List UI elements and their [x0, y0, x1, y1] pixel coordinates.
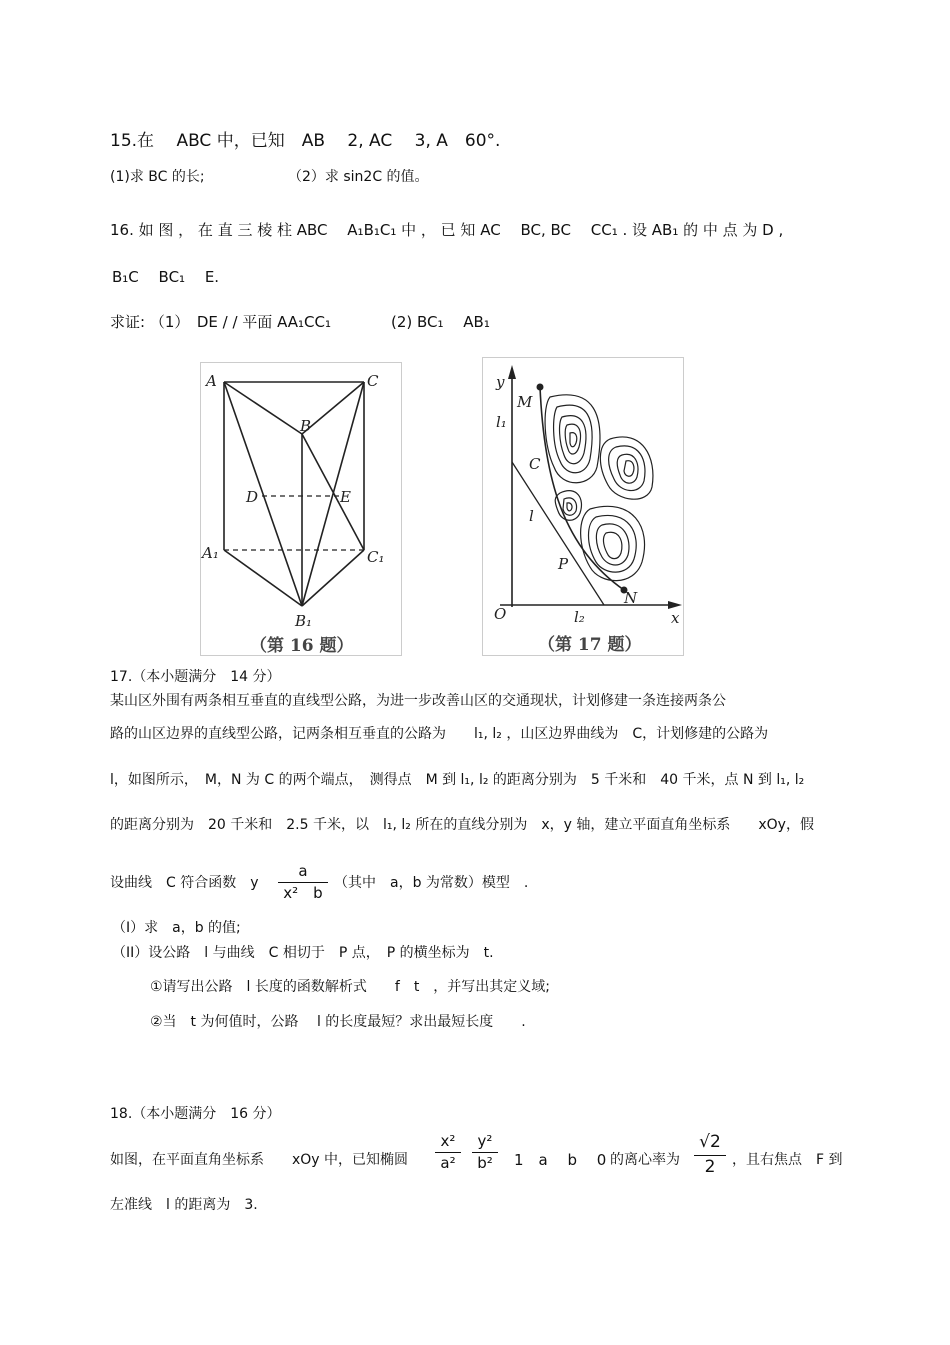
label-l1: l₁	[496, 413, 507, 431]
q18-f2-den: b²	[477, 1154, 493, 1173]
q17-frac-den: x² b	[283, 884, 323, 903]
prism-diagram	[200, 362, 402, 656]
q18-p1b: 1 a b 0	[514, 1151, 607, 1169]
q15-line1: 15.在 ABC 中，已知 AB 2, AC 3, A 60°.	[110, 131, 501, 151]
q18-p1a: 如图，在平面直角坐标系 xOy 中，已知椭圆	[110, 1152, 409, 1168]
label-C: C	[529, 455, 541, 473]
q17-part-ii-1: ①请写出公路 l 长度的函数解析式 f t ，并写出其定义域;	[150, 979, 551, 995]
label-l: l	[529, 507, 534, 525]
q18-frac-eccentricity	[694, 1133, 726, 1177]
label-x: x	[671, 609, 680, 627]
label-N: N	[624, 589, 638, 607]
label-M: M	[517, 393, 533, 411]
label-D: D	[246, 488, 259, 506]
contour-map-diagram	[482, 357, 684, 656]
q17-p1: 某山区外围有两条相互垂直的直线型公路，为进一步改善山区的交通现状，计划修建一条连接两条公	[110, 693, 726, 709]
q16-proof: 求证: （1） DE / / 平面 AA₁CC₁ (2) BC₁ AB₁	[110, 313, 490, 331]
q18-f2-num: y²	[477, 1132, 493, 1150]
q16-line1: 16. 如 图 ， 在 直 三 棱 柱 ABC A₁B₁C₁ 中 ， 已 知 AC BC, BC CC₁ . 设 AB₁ 的 中 点 为 D ,	[110, 221, 784, 239]
label-y: y	[496, 373, 505, 391]
q17-part-ii-2: ②当 t 为何值时，公路 l 的长度最短？求出最短长度 .	[150, 1014, 526, 1030]
label-l2: l₂	[574, 608, 585, 626]
label-P: P	[558, 555, 569, 573]
q17-fraction	[278, 863, 328, 903]
label-A1: A₁	[202, 544, 219, 562]
label-C: C	[367, 372, 379, 390]
q18-f3-num: √2	[699, 1132, 721, 1152]
q18-p2: 左准线 l 的距离为 3.	[110, 1197, 258, 1213]
q17-part-i: （I）求 a，b 的值;	[112, 920, 241, 936]
label-A: A	[206, 372, 217, 390]
q18-frac-x	[435, 1133, 461, 1173]
q17-part-ii: （II）设公路 l 与曲线 C 相切于 P 点， P 的横坐标为 t.	[112, 945, 494, 961]
q17-p4: 的距离分别为 20 千米和 2.5 千米，以 l₁, l₂ 所在的直线分别为 x，y 轴，建立平面直角坐标系 xOy，假	[110, 817, 814, 833]
q18-f3-den: 2	[704, 1156, 716, 1177]
label-O: O	[494, 605, 507, 623]
q18-p1d: ，且右焦点 F 到	[732, 1152, 843, 1168]
label-B: B	[300, 417, 312, 435]
figure-17	[482, 357, 684, 656]
q17-frac-num: a	[298, 862, 308, 880]
q18-f1-num: x²	[440, 1132, 456, 1150]
fig17-caption: （第 17 题）	[538, 635, 642, 655]
q15-part1: (1)求 BC 的长;	[110, 169, 205, 185]
q18-header: 18.（本小题满分 16 分）	[110, 1106, 281, 1122]
q17-p3: l，如图所示， M，N 为 C 的两个端点， 测得点 M 到 l₁, l₂ 的距离分别为 5 千米和 40 千米，点 N 到 l₁, l₂	[110, 772, 805, 788]
q18-frac-y	[472, 1133, 498, 1173]
figure-16	[200, 362, 402, 656]
q16-line2: B₁C BC₁ E.	[112, 268, 220, 286]
q17-p2: 路的山区边界的直线型公路，记两条相互垂直的公路为 l₁, l₂ ，山区边界曲线为 C，计划修建的公路为	[110, 726, 769, 742]
q17-p5b: （其中 a，b 为常数）模型 .	[334, 875, 529, 891]
q18-p1c: 的离心率为	[610, 1152, 680, 1168]
fig16-caption: （第 16 题）	[250, 636, 354, 656]
label-B1: B₁	[295, 612, 313, 630]
q18-f1-den: a²	[440, 1154, 456, 1173]
label-C1: C₁	[367, 548, 385, 566]
q15-part2: （2）求 sin2C 的值。	[288, 169, 429, 185]
q17-p5a: 设曲线 C 符合函数 y	[110, 875, 259, 891]
q17-header: 17.（本小题满分 14 分）	[110, 669, 281, 685]
label-E: E	[340, 488, 351, 506]
